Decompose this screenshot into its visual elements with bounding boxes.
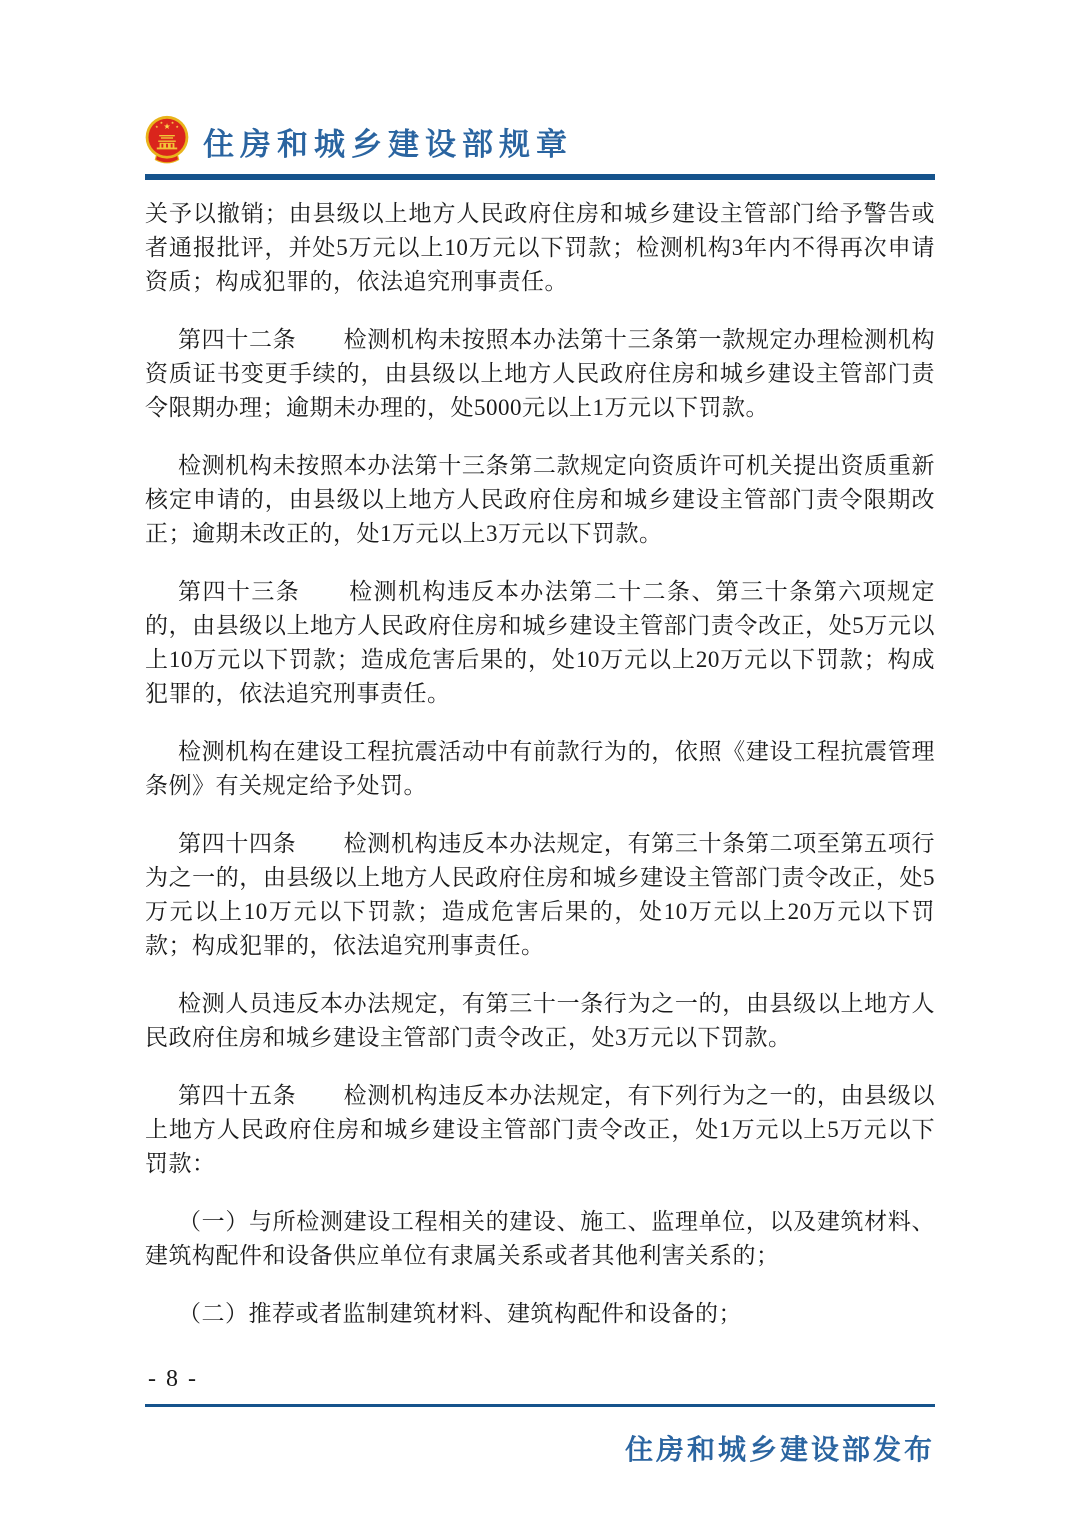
footer-rule (145, 1404, 935, 1407)
body-paragraph-article-44: 第四十四条 检测机构违反本办法规定，有第三十条第二项至第五项行为之一的，由县级以上地方人民政府住房和城乡建设主管部门责令改正，处5万元以上10万元以下罚款；造成危害后果的，处10万元以上20万元以下罚款；构成犯罪的，依法追究刑事责任。 (145, 831, 935, 958)
svg-text:★: ★ (170, 120, 175, 125)
svg-text:★: ★ (175, 125, 179, 129)
body-paragraph-article-43: 第四十三条 检测机构违反本办法第二十二条、第三十条第六项规定的，由县级以上地方人民政府住房和城乡建设主管部门责令改正，处5万元以上10万元以下罚款；造成危害后果的，处10万元以上20万元以下罚款；构成犯罪的，依法追究刑事责任。 (145, 579, 935, 706)
header-rule (145, 174, 935, 180)
page-header (145, 112, 935, 174)
body-paragraph: 检测机构未按照本办法第十三条第二款规定向资质许可机关提出资质重新核定申请的，由县级以上地方人民政府住房和城乡建设主管部门责令限期改正；逾期未改正的，处1万元以上3万元以下罚款。 (145, 453, 935, 546)
body-paragraph: 检测机构在建设工程抗震活动中有前款行为的，依照《建设工程抗震管理条例》有关规定给予处罚。 (145, 739, 935, 798)
national-emblem-icon (143, 115, 191, 167)
publisher-label: 住房和城乡建设部发布 (624, 1435, 935, 1466)
document-category-title: 住房和城乡建设部规章 (203, 127, 573, 162)
body-paragraph: 检测人员违反本办法规定，有第三十一条行为之一的，由县级以上地方人民政府住房和城乡建设主管部门责令改正，处3万元以下罚款。 (145, 991, 935, 1050)
body-paragraph: 关予以撤销；由县级以上地方人民政府住房和城乡建设主管部门给予警告或者通报批评，并处5万元以上10万元以下罚款；检测机构3年内不得再次申请资质；构成犯罪的，依法追究刑事责任。 (145, 201, 935, 294)
svg-text:★: ★ (163, 121, 171, 131)
svg-text:★: ★ (155, 125, 159, 129)
body-paragraph-article-45: 第四十五条 检测机构违反本办法规定，有下列行为之一的，由县级以上地方人民政府住房和城乡建设主管部门责令改正，处1万元以上5万元以下罚款： (145, 1083, 935, 1176)
page-number: - 8 - (148, 1366, 198, 1392)
body-paragraph-item-2: （二）推荐或者监制建筑材料、建筑构配件和设备的； (178, 1301, 742, 1326)
body-paragraph-article-42: 第四十二条 检测机构未按照本办法第十三条第一款规定办理检测机构资质证书变更手续的，由县级以上地方人民政府住房和城乡建设主管部门责令限期办理；逾期未办理的，处5000元以上1万元以下罚款。 (145, 327, 935, 420)
body-paragraph-item-1: （一）与所检测建设工程相关的建设、施工、监理单位，以及建筑材料、建筑构配件和设备供应单位有隶属关系或者其他利害关系的； (145, 1209, 935, 1268)
document-body (145, 197, 935, 1355)
svg-text:★: ★ (159, 120, 164, 125)
